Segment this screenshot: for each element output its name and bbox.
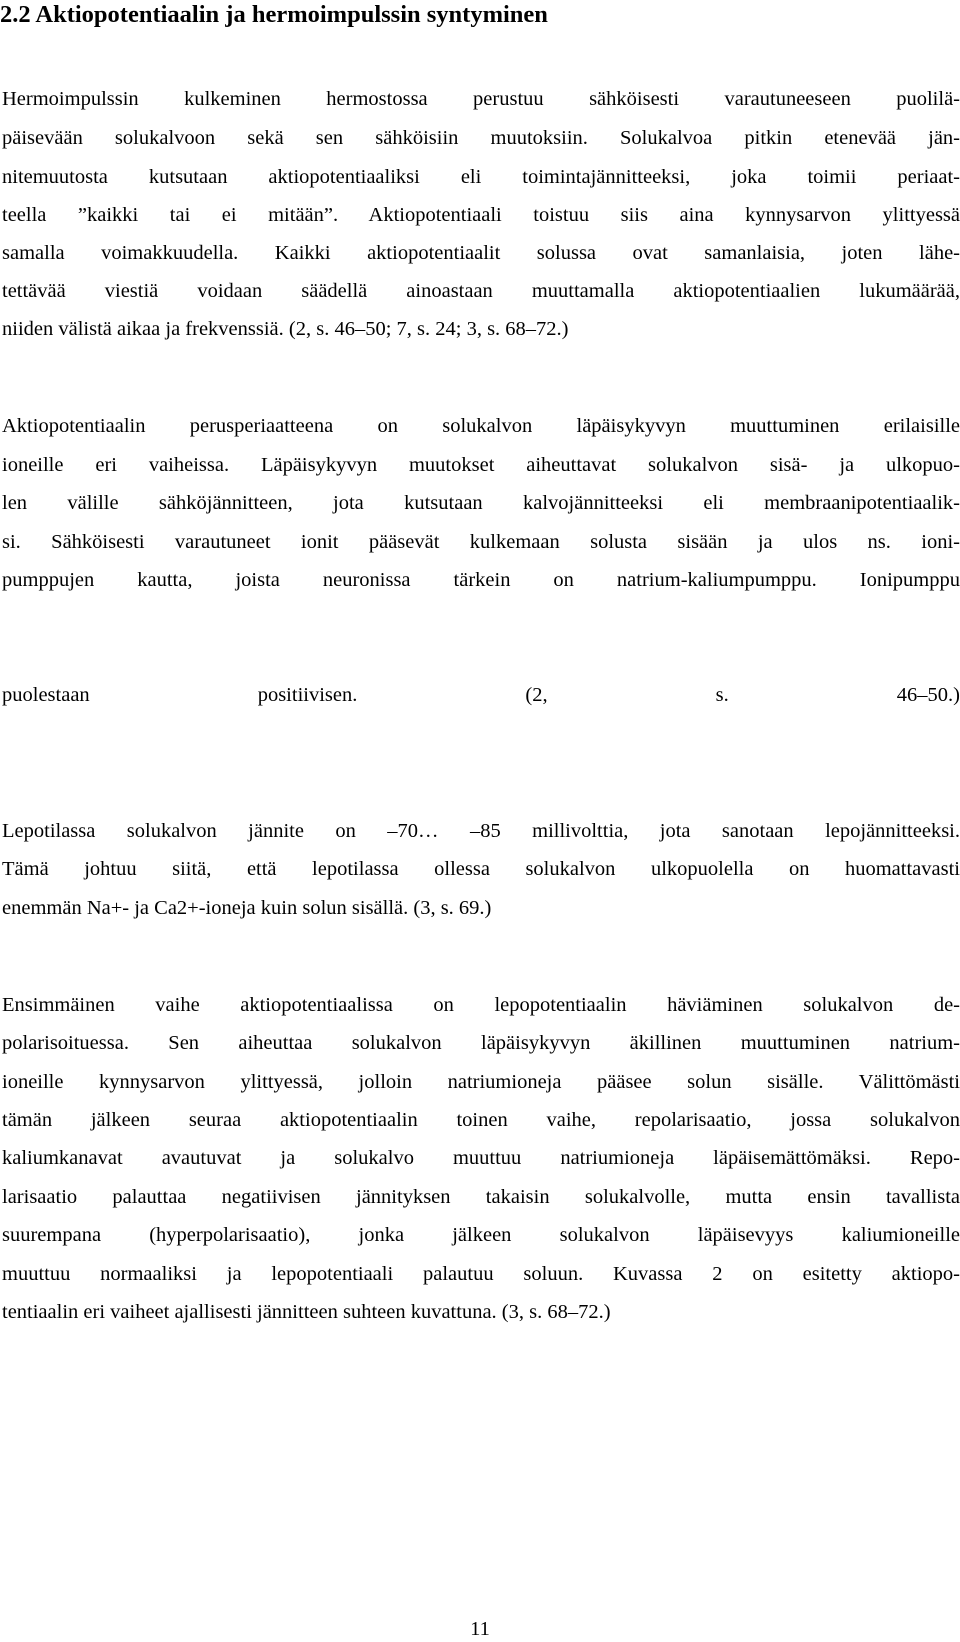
- paragraph-4-line-5: kaliumkanavat avautuvat ja solukalvo muuttuu natriumioneja läpäisemättömäksi. Repo-: [2, 1147, 960, 1169]
- paragraph-1-line-6: tettävää viestiä voidaan säädellä ainoastaan muuttamalla aktiopotentiaalien lukumäärää,: [2, 280, 960, 302]
- paragraph-1-line-1: Hermoimpulssin kulkeminen hermostossa perustuu sähköisesti varautuneeseen puolilä-: [2, 88, 960, 110]
- section-heading: 2.2 Aktiopotentiaalin ja hermoimpulssin syntyminen: [0, 1, 548, 28]
- paragraph-3-line-1: Lepotilassa solukalvon jännite on –70… –85 millivolttia, jota sanotaan lepojännitteeksi.: [2, 820, 960, 842]
- paragraph-2-line-5: pumppujen kautta, joista neuronissa tärkein on natrium-kaliumpumppu. Ionipumppu: [2, 569, 960, 591]
- paragraph-4-line-1: Ensimmäinen vaihe aktiopotentiaalissa on lepopotentiaalin häviäminen solukalvon de-: [2, 994, 960, 1016]
- paragraph-4-line-8: muuttuu normaaliksi ja lepopotentiaali palautuu soluun. Kuvassa 2 on esitetty aktiopo-: [2, 1263, 960, 1285]
- paragraph-2-line-8: puolestaan positiivisen. (2, s. 46–50.): [2, 684, 960, 706]
- page-number: 11: [470, 1618, 490, 1640]
- paragraph-2-line-3: len välille sähköjännitteen, jota kutsutaan kalvojännitteeksi eli membraanipotentiaalik-: [2, 492, 960, 514]
- paragraph-4-line-3: ioneille kynnysarvon ylittyessä, jolloin natriumioneja pääsee solun sisälle. Välittömästi: [2, 1071, 960, 1093]
- paragraph-4-line-4: tämän jälkeen seuraa aktiopotentiaalin toinen vaihe, repolarisaatio, jossa solukalvon: [2, 1109, 960, 1131]
- paragraph-4-line-6: larisaatio palauttaa negatiivisen jännityksen takaisin solukalvolle, mutta ensin tavallista: [2, 1186, 960, 1208]
- paragraph-4-line-7: suurempana (hyperpolarisaatio), jonka jälkeen solukalvon läpäisevyys kaliumioneille: [2, 1224, 960, 1246]
- paragraph-4-line-2: polarisoituessa. Sen aiheuttaa solukalvon läpäisykyvyn äkillinen muuttuminen natrium-: [2, 1032, 960, 1054]
- paragraph-1-line-4: teella ”kaikki tai ei mitään”. Aktiopotentiaali toistuu siis aina kynnysarvon ylittyessä: [2, 204, 960, 226]
- paragraph-2-line-4: si. Sähköisesti varautuneet ionit pääsevät kulkemaan solusta sisään ja ulos ns. ioni-: [2, 531, 960, 553]
- paragraph-2-line-1: Aktiopotentiaalin perusperiaatteena on solukalvon läpäisykyvyn muuttuminen erilaisille: [2, 415, 960, 437]
- paragraph-1-line-7: niiden välistä aikaa ja frekvenssiä. (2, s. 46–50; 7, s. 24; 3, s. 68–72.): [2, 318, 569, 340]
- paragraph-4-line-9: tentiaalin eri vaiheet ajallisesti jännitteen suhteen kuvattuna. (3, s. 68–72.): [2, 1301, 611, 1323]
- paragraph-3-line-3: enemmän Na+- ja Ca2+-ioneja kuin solun sisällä. (3, s. 69.): [2, 897, 492, 919]
- paragraph-3-line-2: Tämä johtuu siitä, että lepotilassa ollessa solukalvon ulkopuolella on huomattavasti: [2, 858, 960, 880]
- paragraph-1-line-2: päisevään solukalvoon sekä sen sähköisiin muutoksiin. Solukalvoa pitkin etenevää jän-: [2, 127, 960, 149]
- paragraph-1-line-3: nitemuutosta kutsutaan aktiopotentiaaliksi eli toimintajännitteeksi, joka toimii periaat-: [2, 166, 960, 188]
- paragraph-2-line-2: ioneille eri vaiheissa. Läpäisykyvyn muutokset aiheuttavat solukalvon sisä- ja ulkopuo-: [2, 454, 960, 476]
- paragraph-1-line-5: samalla voimakkuudella. Kaikki aktiopotentiaalit solussa ovat samanlaisia, joten lähe-: [2, 242, 960, 264]
